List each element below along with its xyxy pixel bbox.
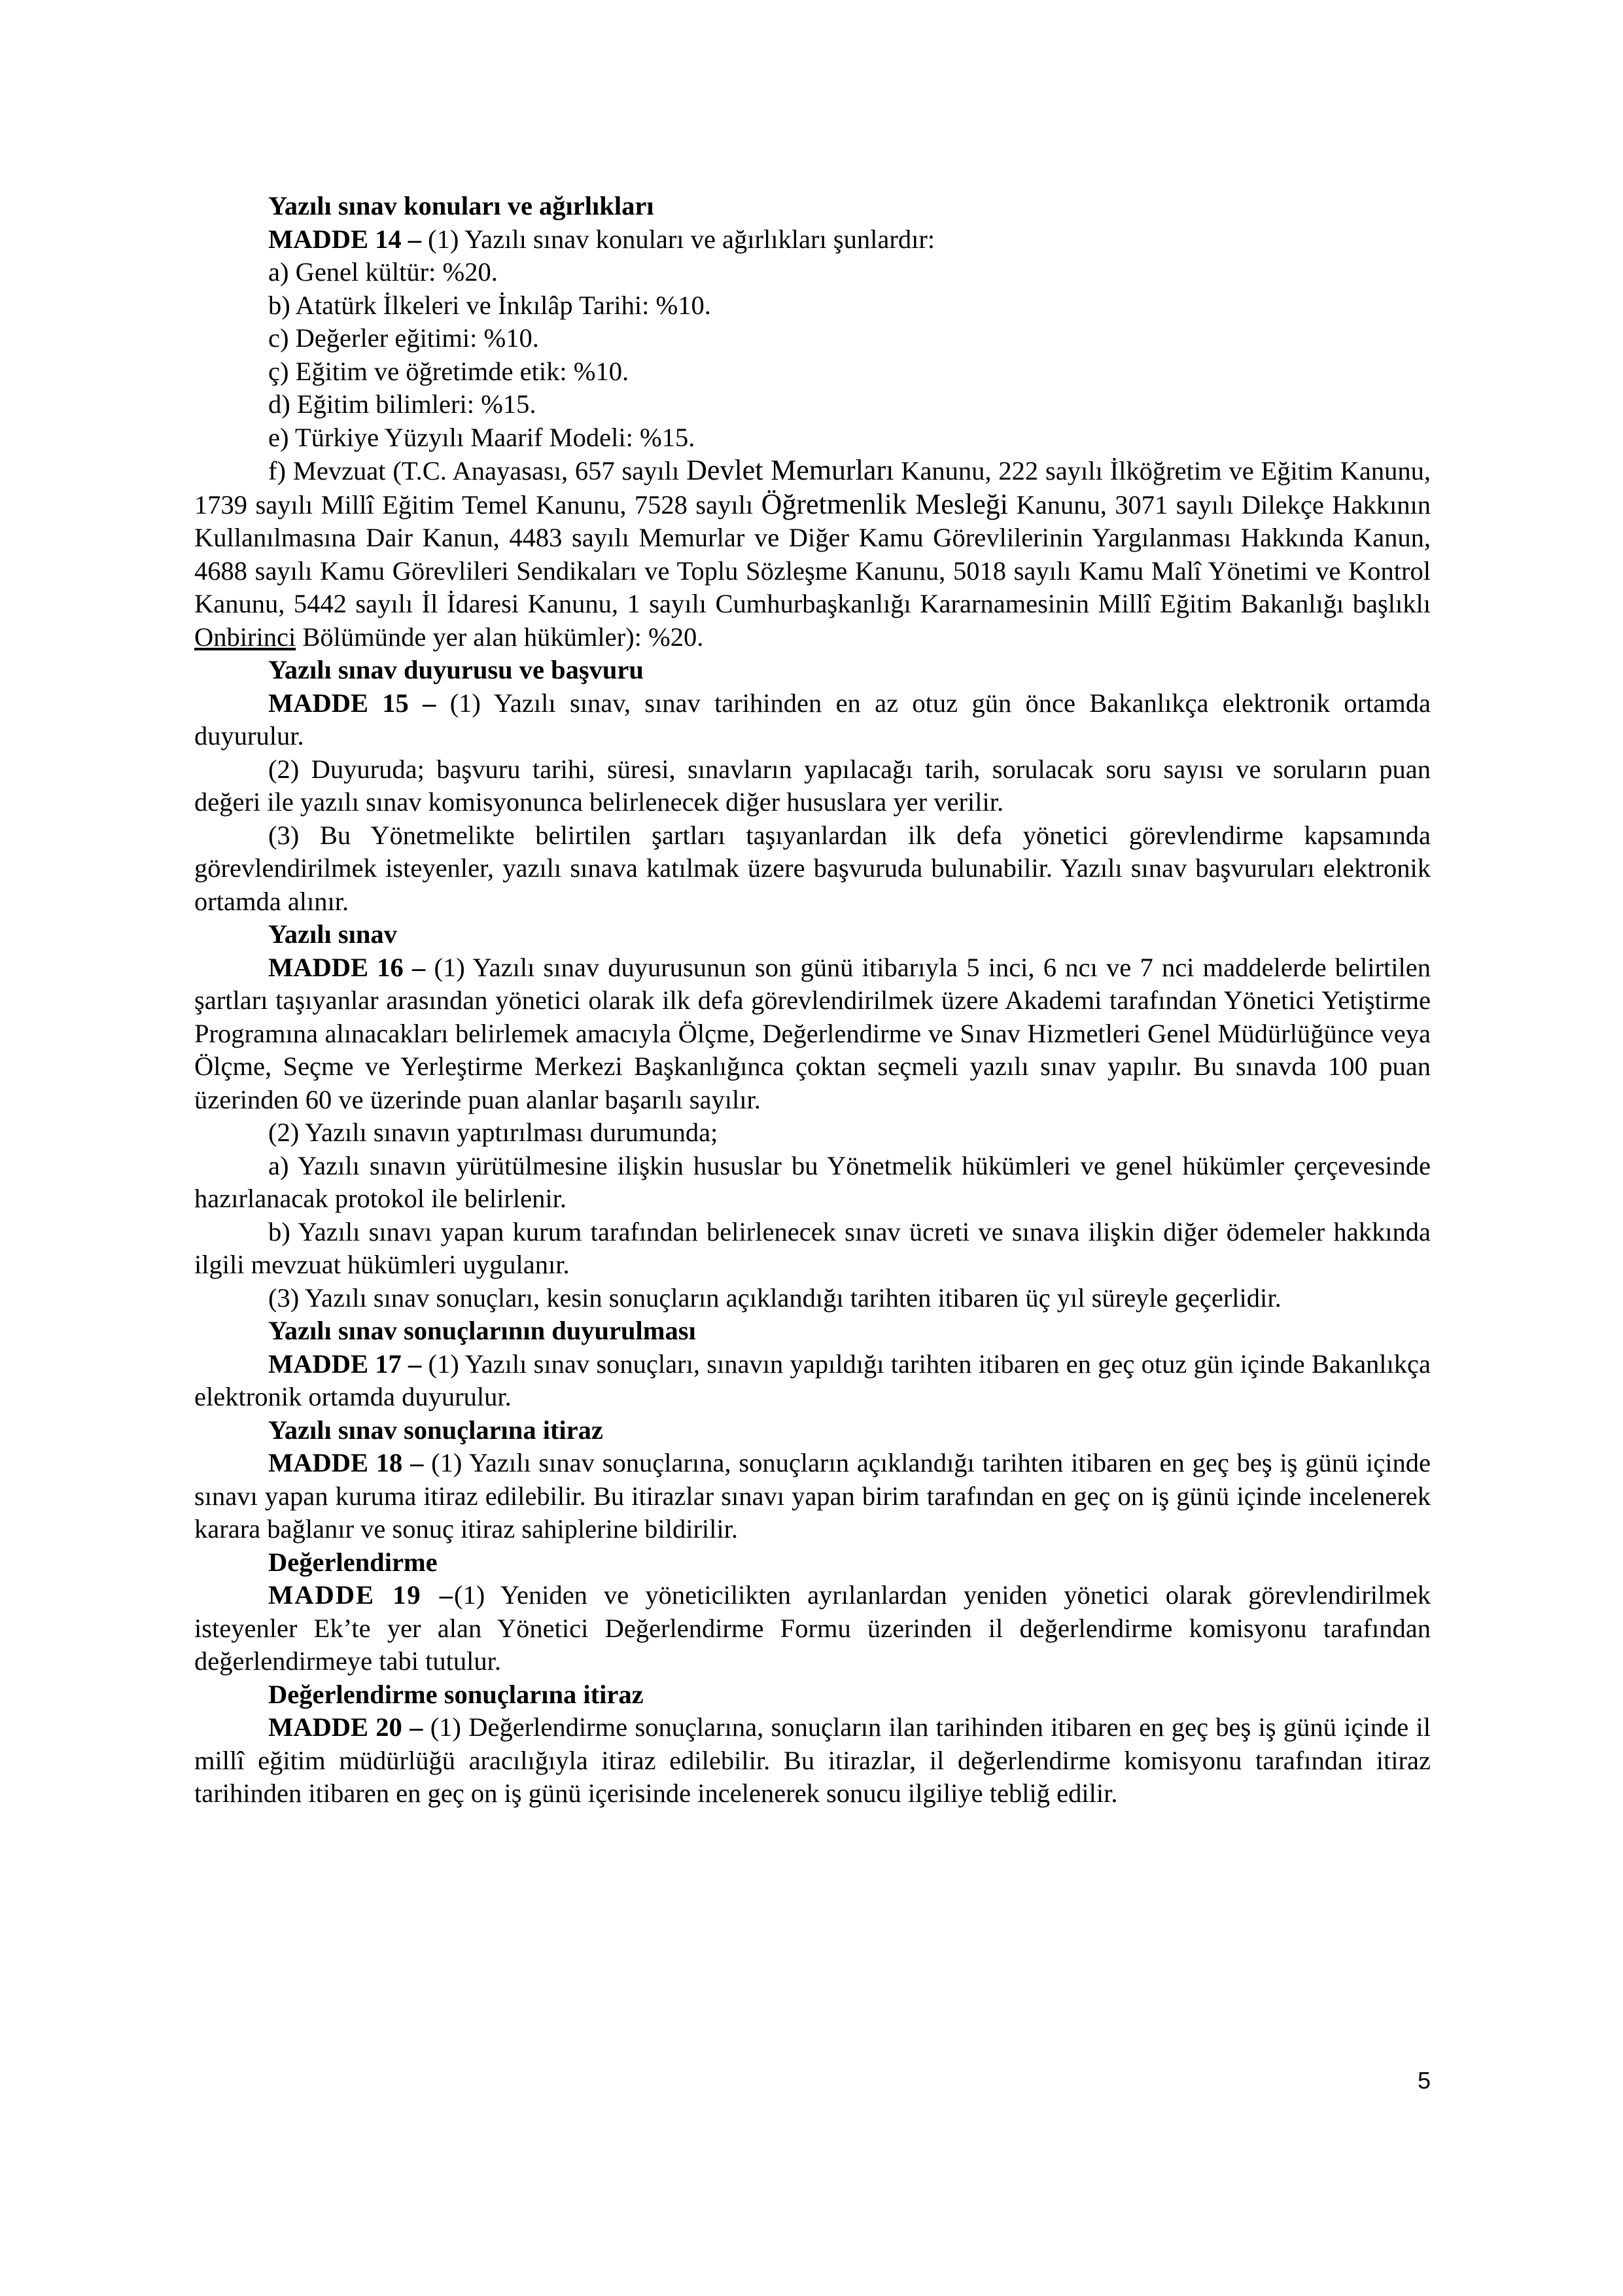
list-item-14f: [194, 454, 1431, 654]
madde-text-17-1: (1) Yazılı sınav sonuçları, sınavın yapıldığı tarihten itibaren en geç otuz gün içinde Bakanlıkça elektronik ortamda duyurulur.: [194, 1349, 1431, 1411]
paragraph-madde16-3: (3) Yazılı sınav sonuçları, kesin sonuçların açıklandığı tarihten itibaren üç yıl süreyle geçerlidir.: [268, 1282, 1282, 1313]
section-heading-madde17: Yazılı sınav sonuçlarının duyurulması: [268, 1316, 696, 1345]
section-heading-madde14: Yazılı sınav konuları ve ağırlıkları: [268, 191, 654, 221]
document-body: [194, 190, 1431, 1810]
list-item-14e: e) Türkiye Yüzyılı Maarif Modeli: %15.: [268, 422, 695, 452]
paragraph-madde15-1: [194, 687, 1431, 753]
madde-text-19-1: (1) Yeniden ve yöneticilikten ayrılanlardan yeniden yönetici olarak görevlendirilmek isteyenler Ek’te yer alan Yönetici Değerlendirme Formu üzerinden il değerlendirme komisyonu tarafından değerlendirmeye tabi tutulur.: [194, 1580, 1431, 1676]
paragraph-madde15-3: (3) Bu Yönetmelikte belirtilen şartları taşıyanlardan ilk defa yönetici görevlendirme kapsamında görevlendirilmek isteyenler, yazılı sınava katılmak üzere başvuruda bulunabilir. Yazılı sınav başvuruları elektronik ortamda alınır.: [194, 820, 1431, 916]
madde14f-underlined-onbirinci: Onbirinci: [194, 622, 296, 652]
paragraph-madde20-1: [194, 1711, 1431, 1810]
list-item-14b: b) Atatürk İlkeleri ve İnkılâp Tarihi: %10.: [268, 290, 711, 320]
paragraph-madde16-2b: b) Yazılı sınavı yapan kurum tarafından belirlenecek sınav ücreti ve sınava ilişkin diğer ödemeler hakkında ilgili mevzuat hükümleri uygulanır.: [194, 1216, 1431, 1279]
madde-text-14: (1) Yazılı sınav konuları ve ağırlıkları şunlardır:: [421, 224, 935, 254]
section-heading-madde20: Değerlendirme sonuçlarına itiraz: [268, 1679, 644, 1709]
list-item-14d: d) Eğitim bilimleri: %15.: [268, 389, 536, 419]
paragraph-madde18-1: [194, 1447, 1431, 1546]
madde-text-20-1: (1) Değerlendirme sonuçlarına, sonuçların ilan tarihinden itibaren en geç beş iş günü içinde il millî eğitim müdürlüğü aracılığıyla itiraz edilebilir. Bu itirazlar, il değerlendirme komisyonu tarafından itiraz tarihinden itibaren en geç on iş günü içerisinde incelenerek sonucu ilgiliye tebliğ edilir.: [194, 1712, 1431, 1808]
madde14f-emphasis-ogretmenlik-meslegi: Öğretmenlik Mesleği: [761, 487, 1009, 520]
paragraph-madde14: [194, 223, 1431, 256]
madde14f-emphasis-devlet-memurlari: Devlet Memurları: [686, 454, 894, 486]
section-heading-madde19: Değerlendirme: [268, 1547, 438, 1577]
madde14f-part2: Kanunu, 222 sayılı İlköğretim ve Eğitim Kanunu, 1739 sayılı Millî Eğitim Temel Kanunu, 7528 sayılı: [194, 456, 1431, 520]
madde-label-19: MADDE 19 –: [268, 1580, 454, 1610]
paragraph-madde16-2: (2) Yazılı sınavın yaptırılması durumunda;: [268, 1118, 718, 1147]
page-number: 5: [1417, 2067, 1431, 2094]
madde14f-part4: Bölümünde yer alan hükümler): %20.: [296, 622, 704, 652]
section-heading-madde15: Yazılı sınav duyurusu ve başvuru: [268, 655, 644, 684]
madde-label-17: MADDE 17 –: [268, 1349, 422, 1379]
madde-label-18: MADDE 18 –: [268, 1448, 424, 1477]
madde14f-part3: Kanunu, 3071 sayılı Dilekçe Hakkının Kullanılmasına Dair Kanun, 4483 sayılı Memurlar ve Diğer Kamu Görevlilerinin Yargılanması Hakkında Kanun, 4688 sayılı Kamu Görevlileri Sendikaları ve Toplu Sözleşme Kanunu, 5018 sayılı Kamu Malî Yönetimi ve Kontrol Kanunu, 5442 sayılı İl İdaresi Kanunu, 1 sayılı Cumhurbaşkanlığı Kararnamesinin Millî Eğitim Bakanlığı başlıklı: [194, 489, 1431, 618]
madde-label-15: MADDE 15 –: [268, 688, 436, 718]
madde14f-part1: f) Mevzuat (T.C. Anayasası, 657 sayılı: [268, 456, 687, 486]
paragraph-madde19-1: [194, 1579, 1431, 1678]
paragraph-madde16-2a: a) Yazılı sınavın yürütülmesine ilişkin hususlar bu Yönetmelik hükümleri ve genel hükümler çerçevesinde hazırlanacak protokol ile belirlenir.: [194, 1150, 1431, 1213]
madde-label-14: MADDE 14 –: [268, 224, 421, 254]
madde-text-15-1: (1) Yazılı sınav, sınav tarihinden en az otuz gün önce Bakanlıkça elektronik ortamda duyurulur.: [194, 688, 1431, 751]
list-item-14a: a) Genel kültür: %20.: [268, 257, 498, 287]
section-heading-madde16: Yazılı sınav: [268, 919, 397, 949]
paragraph-madde17-1: [194, 1348, 1431, 1414]
paragraph-madde15-2: (2) Duyuruda; başvuru tarihi, süresi, sınavların yapılacağı tarih, sorulacak soru sayısı ve soruların puan değeri ile yazılı sınav komisyonunca belirlenecek diğer hususlara yer verilir.: [194, 754, 1431, 817]
madde-label-20: MADDE 20 –: [268, 1712, 423, 1742]
madde-label-16: MADDE 16 –: [268, 952, 426, 982]
list-item-14c-cedilla: ç) Eğitim ve öğretimde etik: %10.: [268, 356, 629, 386]
paragraph-madde16-1: [194, 951, 1431, 1117]
section-heading-madde18: Yazılı sınav sonuçlarına itiraz: [268, 1415, 603, 1445]
list-item-14c: c) Değerler eğitimi: %10.: [268, 323, 539, 353]
madde-text-18-1: (1) Yazılı sınav sonuçlarına, sonuçların açıklandığı tarihten itibaren en geç beş iş günü içinde sınavı yapan kuruma itiraz edilebilir. Bu itirazlar sınavı yapan birim tarafından en geç on iş günü içinde incelenerek karara bağlanır ve sonuç itiraz sahiplerine bildirilir.: [194, 1448, 1431, 1544]
madde-text-16-1: (1) Yazılı sınav duyurusunun son günü itibarıyla 5 inci, 6 ncı ve 7 nci maddelerde belirtilen şartları taşıyanlar arasından yönetici olarak ilk defa görevlendirilmek üzere Akademi tarafından Yönetici Yetiştirme Programına alınacakları belirlemek amacıyla Ölçme, Değerlendirme ve Sınav Hizmetleri Genel Müdürlüğünce veya Ölçme, Seçme ve Yerleştirme Merkezi Başkanlığınca çoktan seçmeli yazılı sınav yapılır. Bu sınavda 100 puan üzerinden 60 ve üzerinde puan alanlar başarılı sayılır.: [194, 952, 1431, 1114]
